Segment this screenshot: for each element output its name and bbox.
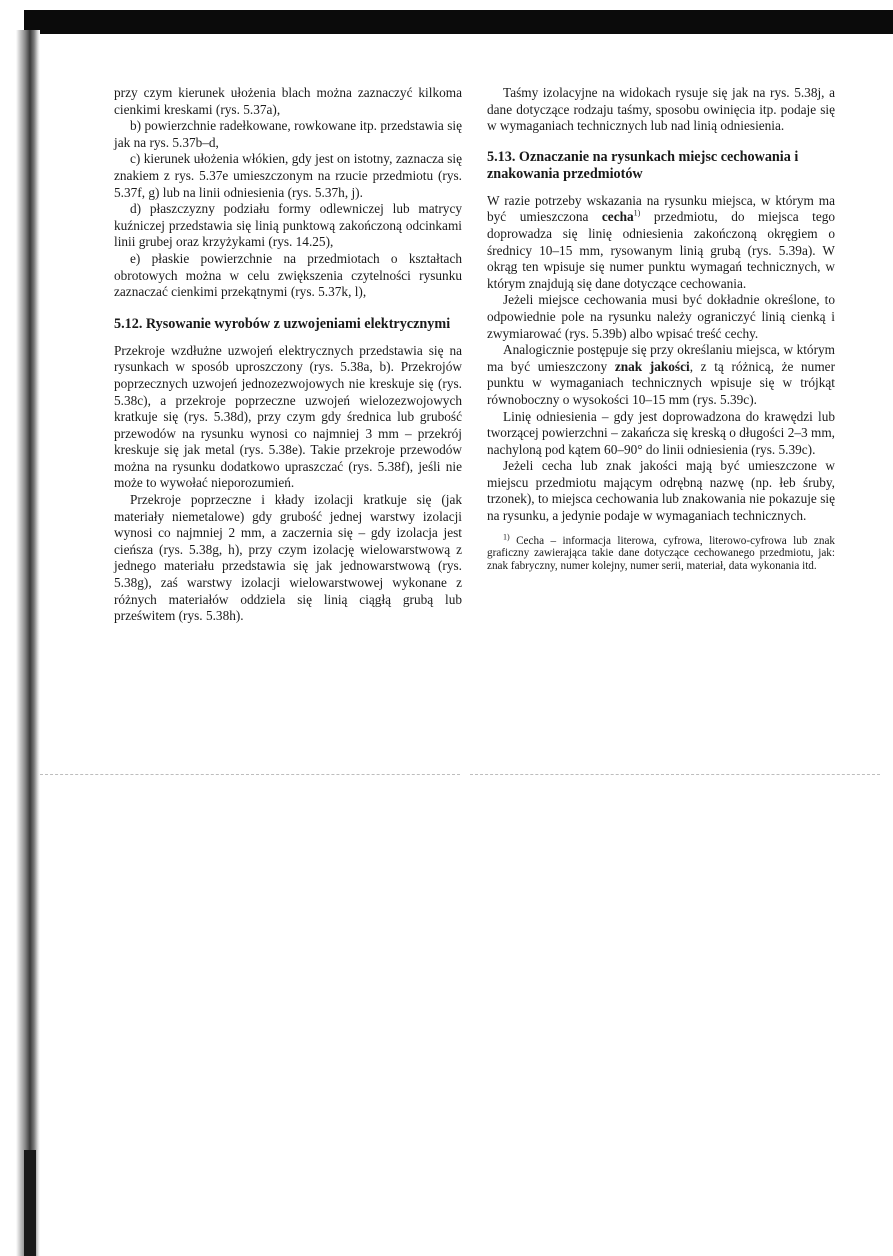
paragraph: Linię odniesienia – gdy jest doprowadzona do krawędzi lub tworzącej powierzchni – zakańcza się kreską o długości 2–3 mm, nachyloną pod kątem 60–90° do linii odniesienia (rys. 5.39c). — [487, 408, 835, 457]
footnote: $^{1)}$ Cecha – informacja literowa, cyfrowa, literowo-cyfrowa lub znak graficzny zawierająca takie dane dotyczące cechowanego przedmiotu, jak: znak fabryczny, numer kolejny, numer serii, materiał, data wykonania itd. — [487, 531, 836, 572]
list-item-d: d) płaszczyzny podziału formy odlewniczej lub matrycy kuźniczej przedstawia się linią punktową zakończoną odcinkami linii grubej oraz krzyżykami (rys. 14.25), — [114, 201, 462, 250]
paragraph: Jeżeli miejsce cechowania musi być dokładnie określone, to odpowiednie pole na rysunku należy ograniczyć linią cienką i zwymiarować (rys. 5.39b) albo wpisać treść cechy. — [487, 292, 835, 341]
scan-artifact-line — [40, 774, 460, 775]
term-cecha: cecha — [601, 209, 634, 225]
paragraph: Przekroje wzdłużne uzwojeń elektrycznych przedstawia się na rysunkach w sposób uproszczony (rys. 5.38a, b). Przekrojów poprzecznych uzwojeń jednozezwojowych nie kreskuje się (rys. 5.38c), a przekroje poprzeczne uzwojeń wielozezwojowych kratkuje się (rys. 5.38d), przy czym gdy średnica lub grubość przewodów na rysunku wynosi co najmniej 3 mm – przekrój kreskuje się jak metal (rys. 5.38e). Takie przekroje przewodów można na rysunku dodatkowo upraszczać (rys. 5.38f), jeśli nie może to wywołać nieporozumień. — [114, 342, 462, 491]
list-item-c: c) kierunek ułożenia włókien, gdy jest on istotny, zaznacza się znakiem z rys. 5.37e umieszczonym na rzucie przedmiotu (rys. 5.37f, g) lub na linii odniesienia (rys. 5.37h, j). — [114, 151, 462, 200]
scan-left-edge — [0, 30, 40, 1256]
scan-artifact-line — [470, 774, 880, 775]
list-item-b: b) powierzchnie radełkowane, rowkowane itp. przedstawia się jak na rys. 5.37b–d, — [114, 118, 462, 150]
section-heading-5-12: 5.12. Rysowanie wyrobów z uzwojeniami elektrycznymi — [114, 315, 451, 332]
list-item-e: e) płaskie powierzchnie na przedmiotach o kształtach obrotowych można w celu zwiększenia czytelności rysunku zaznaczać cienkimi przekątnymi (rys. 5.37k, l), — [114, 250, 462, 300]
footnote-mark: 1) — [503, 531, 510, 541]
footnote-ref: 1) — [633, 208, 641, 218]
term-znak-jakosci: znak jakości — [614, 358, 690, 374]
paragraph: W razie potrzeby wskazania na rysunku miejsca, w którym ma być umieszczona cecha$^{1)}$ przedmiotu, do miejsca tego doprowadza się linię odniesienia zakończoną okręgiem o średnicy 10–15 mm, rysowanym linią grubą (rys. 5.39a). W okrąg ten wpisuje się numer punktu wymagań technicznych, w którym znajdują się dane dotyczące cechowania. — [487, 192, 836, 291]
section-heading-5-13: 5.13. Oznaczanie na rysunkach miejsc cechowania i znakowania przedmiotów — [487, 148, 799, 182]
scan-left-edge-dark — [24, 1150, 36, 1256]
scan-top-border — [24, 10, 893, 34]
paragraph: Analogicznie postępuje się przy określaniu miejsca, w którym ma być umieszczony znak jakości, z tą różnicą, że numer punktu w wymaganiach technicznych wpisuje się w trójkąt równoboczny o wysokości 10–15 mm (rys. 5.39c). — [487, 342, 835, 407]
paragraph: przy czym kierunek ułożenia blach można zaznaczyć kilkoma cienkimi kreskami (rys. 5.37a), — [114, 85, 462, 117]
left-column — [114, 85, 462, 625]
paragraph: Przekroje poprzeczne i kłady izolacji kratkuje się (jak materiały niemetalowe) gdy grubość jednej warstwy izolacji wynosi co najmniej 2 mm, a zaczernia się – gdy izolacja jest cieńsza (rys. 5.38g, h), przy czym izolację wielowarstwową z jednego materiału przedstawia się jak jednowarstwową (rys. 5.38g), zaś warstwy izolacji wielowarstwowej wykonane z różnych materiałów oddziela się linią ciągłą grubą lub prześwitem (rys. 5.38h). — [114, 492, 462, 624]
right-column — [487, 85, 835, 572]
paragraph: Taśmy izolacyjne na widokach rysuje się jak na rys. 5.38j, a dane dotyczące rodzaju taśmy, sposobu owinięcia itp. podaje się w wymaganiach technicznych lub nad linią odniesienia. — [487, 85, 835, 134]
paragraph: Jeżeli cecha lub znak jakości mają być umieszczone w miejscu przedmiotu mającym odrębną nazwę (np. łeb śruby, trzonek), to miejsca cechowania lub znakowania nie pokazuje się na rysunku, a jedynie podaje w wymaganiach technicznych. — [487, 458, 835, 524]
